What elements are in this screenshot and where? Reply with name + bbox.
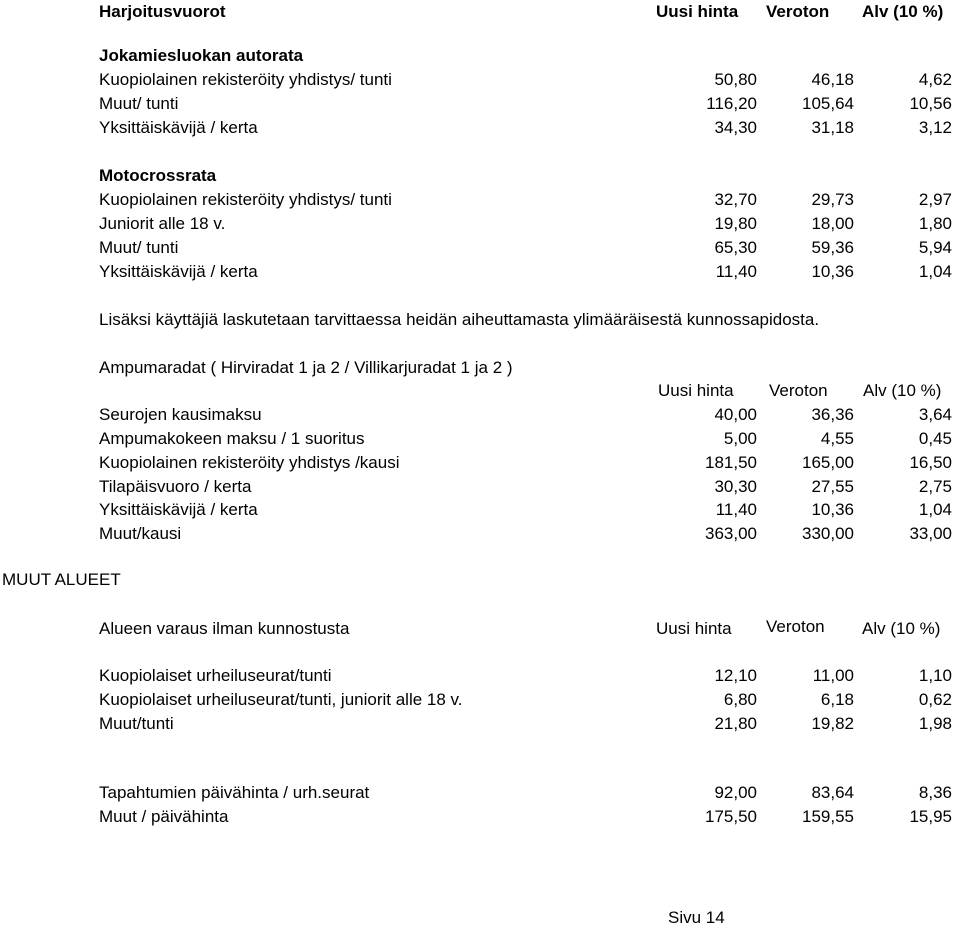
price-new: 11,40 — [715, 262, 757, 281]
price-net: 4,55 — [820, 429, 854, 448]
row-label: Ampumakokeen maksu / 1 suoritus — [99, 429, 365, 448]
price-net: 19,82 — [811, 714, 854, 733]
price-vat: 2,75 — [918, 477, 952, 496]
price-vat: 8,36 — [918, 783, 952, 802]
row-label: Kuopiolaiset urheiluseurat/tunti — [99, 666, 332, 685]
price-vat: 33,00 — [909, 524, 952, 543]
price-vat: 15,95 — [909, 807, 952, 826]
price-vat: 0,62 — [918, 690, 952, 709]
price-new: 32,70 — [714, 190, 757, 209]
price-new: 50,80 — [714, 70, 757, 89]
price-net: 29,73 — [811, 190, 854, 209]
maintenance-note: Lisäksi käyttäjiä laskutetaan tarvittaessa heidän aiheuttamasta ylimääräisestä kunnossapidosta. — [99, 310, 820, 329]
price-net: 159,55 — [802, 807, 854, 826]
row-label: Kuopiolainen rekisteröity yhdistys/ tunti — [99, 190, 392, 209]
price-net: 6,18 — [820, 690, 854, 709]
subsection-title-alueen-varaus: Alueen varaus ilman kunnostusta — [99, 619, 350, 638]
price-net: 18,00 — [811, 214, 854, 233]
row-label: Yksittäiskävijä / kerta — [99, 500, 258, 519]
column-header-alv: Alv (10 %) — [862, 2, 944, 21]
price-net: 46,18 — [811, 70, 854, 89]
column-header-veroton: Veroton — [766, 617, 825, 636]
price-net: 330,00 — [802, 524, 854, 543]
price-vat: 1,10 — [918, 666, 952, 685]
row-label: Muut / päivähinta — [99, 807, 229, 826]
price-net: 83,64 — [811, 783, 854, 802]
row-label: Yksittäiskävijä / kerta — [99, 118, 258, 137]
price-vat: 10,56 — [909, 94, 952, 113]
price-new: 175,50 — [705, 807, 757, 826]
row-label: Yksittäiskävijä / kerta — [99, 262, 258, 281]
row-label: Muut/ tunti — [99, 238, 179, 257]
price-new: 21,80 — [714, 714, 757, 733]
price-new: 116,20 — [706, 94, 757, 113]
price-new: 363,00 — [705, 524, 757, 543]
row-label: Muut/ tunti — [99, 94, 179, 113]
row-label: Juniorit alle 18 v. — [99, 214, 226, 233]
column-header-alv: Alv (10 %) — [862, 619, 941, 638]
price-new: 65,30 — [714, 238, 757, 257]
price-new: 30,30 — [714, 477, 757, 496]
price-vat: 16,50 — [909, 453, 952, 472]
price-vat: 2,97 — [918, 190, 952, 209]
price-new: 40,00 — [714, 405, 757, 424]
row-label: Seurojen kausimaksu — [99, 405, 262, 424]
price-net: 10,36 — [811, 500, 854, 519]
price-net: 27,55 — [811, 477, 854, 496]
column-header-uusi-hinta: Uusi hinta — [656, 2, 739, 21]
price-vat: 3,64 — [918, 405, 952, 424]
price-net: 11,00 — [812, 666, 854, 685]
page-number: Sivu 14 — [668, 908, 725, 927]
price-vat: 1,98 — [918, 714, 952, 733]
row-label: Tapahtumien päivähinta / urh.seurat — [99, 783, 370, 802]
column-header-alv: Alv (10 %) — [863, 381, 942, 400]
price-vat: 1,04 — [918, 500, 952, 519]
column-header-uusi-hinta: Uusi hinta — [656, 619, 732, 638]
price-vat: 4,62 — [918, 70, 952, 89]
row-label: Kuopiolainen rekisteröity yhdistys /kausi — [99, 453, 400, 472]
column-header-veroton: Veroton — [769, 381, 828, 400]
price-new: 6,80 — [723, 690, 757, 709]
section-title-muut-alueet: MUUT ALUEET — [2, 570, 121, 589]
column-header-uusi-hinta: Uusi hinta — [658, 381, 734, 400]
price-new: 181,50 — [705, 453, 757, 472]
price-net: 10,36 — [811, 262, 854, 281]
row-label: Kuopiolainen rekisteröity yhdistys/ tunti — [99, 70, 392, 89]
price-net: 105,64 — [802, 94, 854, 113]
price-vat: 3,12 — [918, 118, 952, 137]
price-vat: 1,80 — [918, 214, 952, 233]
price-net: 59,36 — [811, 238, 854, 257]
price-new: 12,10 — [714, 666, 757, 685]
section-title-harjoitusvuorot: Harjoitusvuorot — [99, 2, 226, 21]
group-title-autorata: Jokamiesluokan autorata — [99, 46, 304, 65]
row-label: Kuopiolaiset urheiluseurat/tunti, juniorit alle 18 v. — [99, 690, 463, 709]
price-new: 34,30 — [714, 118, 757, 137]
price-new: 11,40 — [715, 500, 757, 519]
price-vat: 1,04 — [918, 262, 952, 281]
row-label: Muut/tunti — [99, 714, 174, 733]
price-new: 19,80 — [714, 214, 757, 233]
row-label: Tilapäisvuoro / kerta — [99, 477, 252, 496]
group-title-motocrossrata: Motocrossrata — [99, 166, 217, 185]
price-net: 36,36 — [811, 405, 854, 424]
price-net: 31,18 — [811, 118, 854, 137]
price-net: 165,00 — [802, 453, 854, 472]
price-new: 92,00 — [714, 783, 757, 802]
column-header-veroton: Veroton — [766, 2, 830, 21]
price-new: 5,00 — [723, 429, 757, 448]
price-vat: 5,94 — [918, 238, 952, 257]
section-title-ampumaradat: Ampumaradat ( Hirviradat 1 ja 2 / Villikarjuradat 1 ja 2 ) — [99, 358, 513, 377]
price-vat: 0,45 — [918, 429, 952, 448]
row-label: Muut/kausi — [99, 524, 182, 543]
